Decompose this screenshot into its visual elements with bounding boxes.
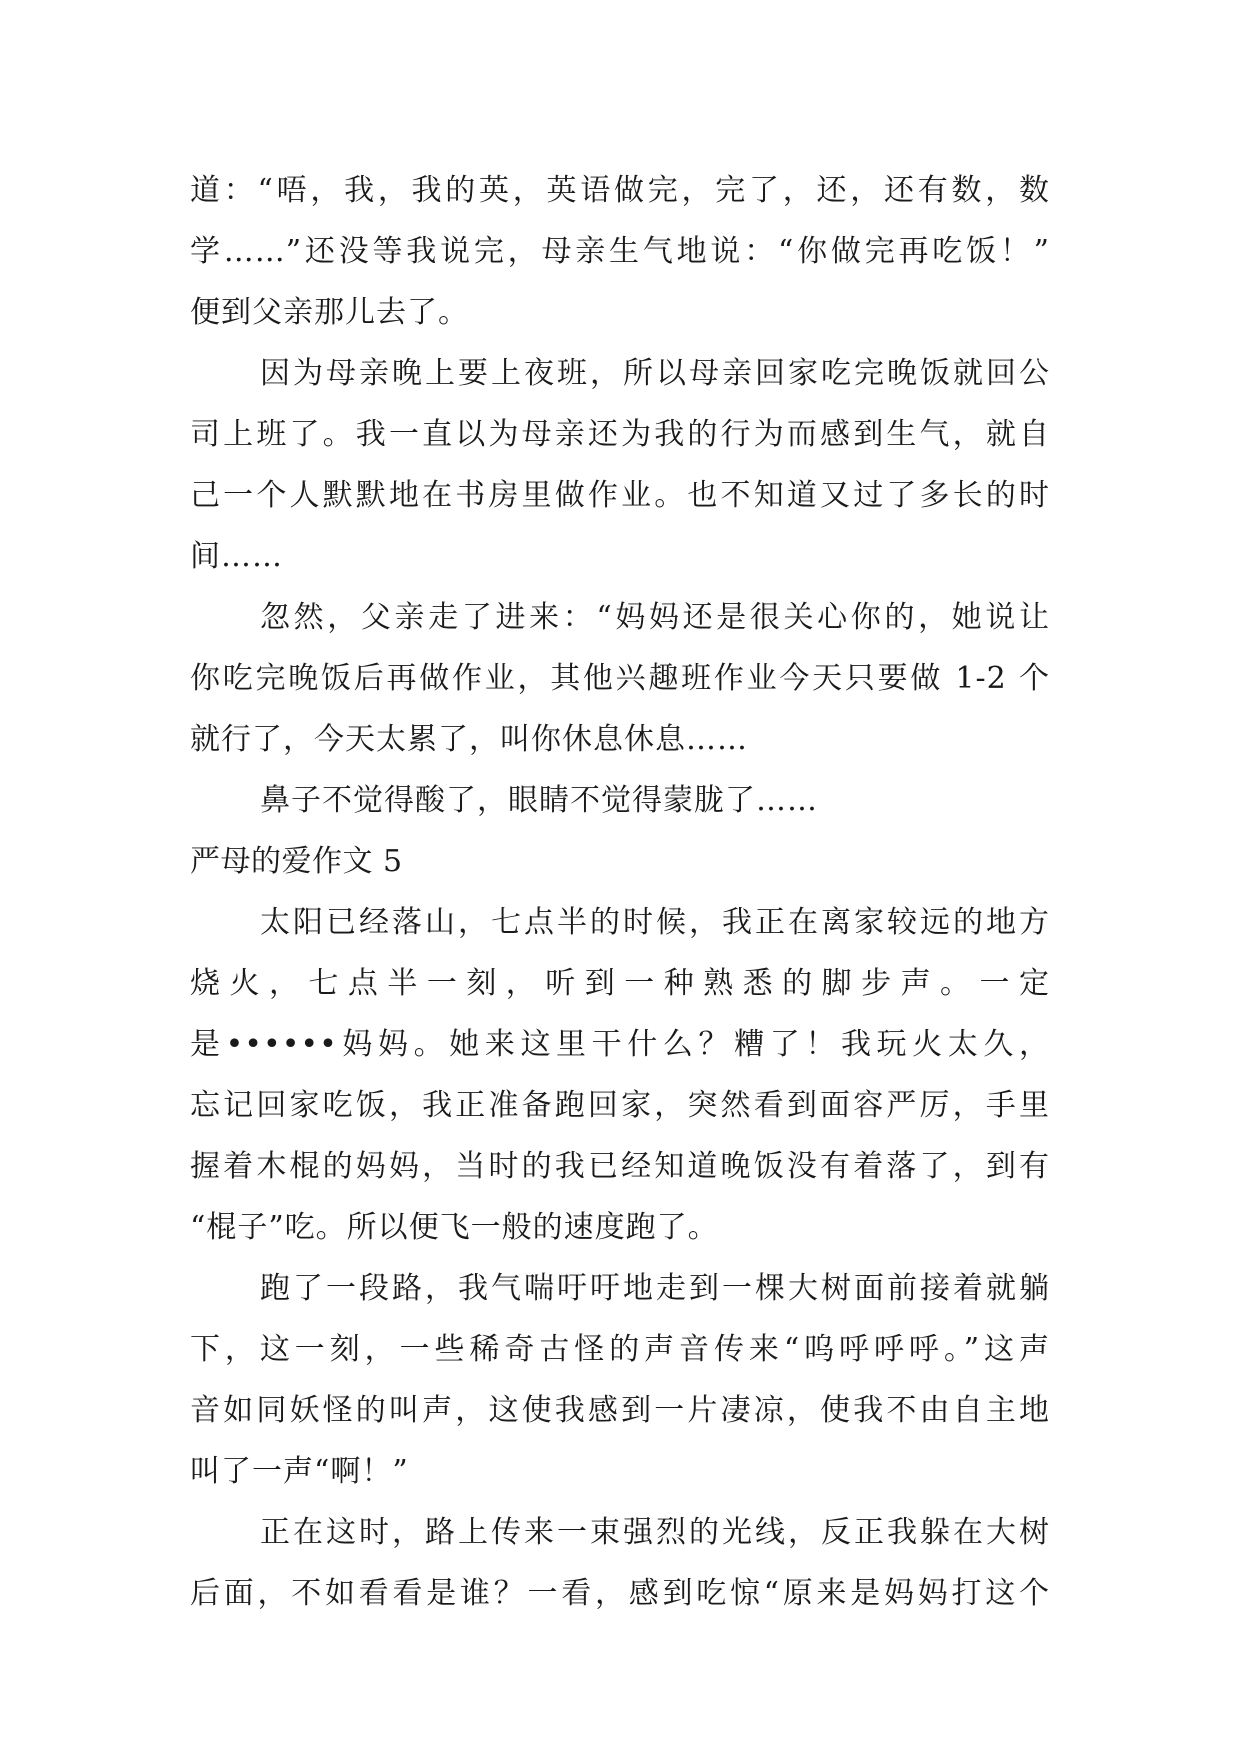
text-line: 学……”还没等我说完，母亲生气地说：“你做完再吃饭！” [190, 234, 1050, 269]
text-line: 就行了，今天太累了，叫你休息休息…… [190, 722, 748, 757]
paragraph [190, 1258, 1050, 1502]
paragraph [190, 892, 1050, 1258]
text-line: 正在这时，路上传来一束强烈的光线，反正我躲在大树 [260, 1515, 1050, 1550]
text-line: 烧火，七点半一刻，听到一种熟悉的脚步声。一定 [190, 966, 1050, 1001]
text-line: 握着木棍的妈妈，当时的我已经知道晚饭没有着落了，到有 [190, 1149, 1050, 1184]
text-line: 音如同妖怪的叫声，这使我感到一片凄凉，使我不由自主地 [190, 1393, 1050, 1428]
paragraph [190, 343, 1050, 587]
text-line: 是••••••妈妈。她来这里干什么？糟了！我玩火太久， [190, 1027, 1050, 1062]
paragraph-continuation [190, 160, 1050, 343]
text-line: 道：“唔，我，我的英，英语做完，完了，还，还有数，数 [190, 173, 1050, 208]
section-heading: 严母的爱作文 5 [190, 844, 403, 879]
text-line: “棍子”吃。所以便飞一般的速度跑了。 [190, 1210, 719, 1245]
text-line: 跑了一段路，我气喘吁吁地走到一棵大树面前接着就躺 [260, 1271, 1050, 1306]
paragraph [190, 770, 1050, 831]
text-line: 便到父亲那儿去了。 [190, 295, 469, 330]
text-line: 忽然，父亲走了进来：“妈妈还是很关心你的，她说让 [260, 600, 1050, 635]
document-body [190, 160, 1050, 1624]
text-line: 因为母亲晚上要上夜班，所以母亲回家吃完晚饭就回公 [260, 356, 1050, 391]
text-line: 你吃完晚饭后再做作业，其他兴趣班作业今天只要做 1-2 个 [190, 661, 1050, 696]
text-line: 鼻子不觉得酸了，眼睛不觉得蒙胧了…… [260, 783, 818, 818]
text-line: 叫了一声“啊！” [190, 1454, 409, 1489]
text-line: 后面，不如看看是谁？一看，感到吃惊“原来是妈妈打这个 [190, 1576, 1050, 1611]
text-line: 太阳已经落山，七点半的时候，我正在离家较远的地方 [260, 905, 1050, 940]
text-line: 间…… [190, 539, 283, 574]
text-line: 司上班了。我一直以为母亲还为我的行为而感到生气，就自 [190, 417, 1050, 452]
paragraph [190, 587, 1050, 770]
text-line: 忘记回家吃饭，我正准备跑回家，突然看到面容严厉，手里 [190, 1088, 1050, 1123]
text-line: 己一个人默默地在书房里做作业。也不知道又过了多长的时 [190, 478, 1050, 513]
paragraph [190, 1502, 1050, 1624]
text-line: 下，这一刻，一些稀奇古怪的声音传来“呜呼呼呼。”这声 [190, 1332, 1050, 1367]
